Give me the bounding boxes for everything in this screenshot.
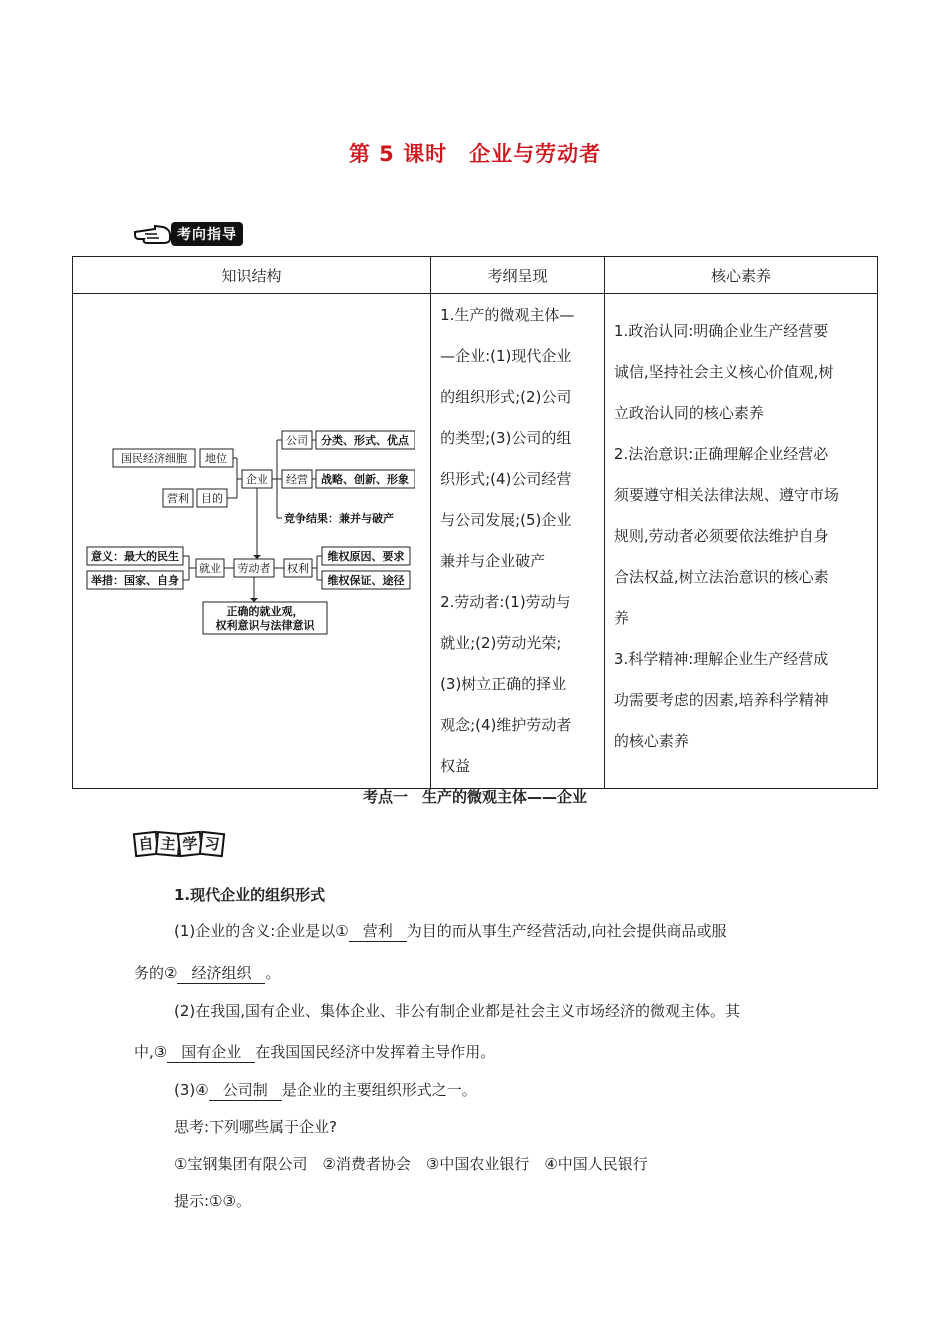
diagram-jingying: 经营 xyxy=(286,473,308,486)
header-structure: 知识结构 xyxy=(73,257,431,294)
diagram-diwei: 地位 xyxy=(205,452,227,465)
diagram-jingying-detail: 战略、创新、形象 xyxy=(321,473,409,486)
diagram-quanli: 权利 xyxy=(287,562,309,575)
syllabus-line: 2.劳动者:(1)劳动与 xyxy=(440,593,571,611)
literacy-line: 3.科学精神:理解企业生产经营成 xyxy=(613,650,829,668)
study-badge-char: 学 xyxy=(177,831,203,857)
section-number: 考点一 xyxy=(362,788,408,806)
diagram-weiquan2: 维权保证、途径 xyxy=(327,574,405,587)
diagram-weiquan1: 维权原因、要求 xyxy=(327,550,405,563)
table-header-row xyxy=(73,257,878,294)
literacy-line: 须要遵守相关法律法规、遵守市场 xyxy=(613,486,839,504)
syllabus-line: 与公司发展;(5)企业 xyxy=(440,511,572,529)
study-badge-char: 主 xyxy=(155,831,181,857)
syllabus-line: 兼并与企业破产 xyxy=(440,552,546,570)
paragraph-1-line-1 xyxy=(174,920,727,942)
text-run: 务的② xyxy=(134,964,178,982)
paragraph-3 xyxy=(174,1079,477,1101)
paragraph-1-line-2 xyxy=(134,962,280,984)
text-run: 在我国国民经济中发挥着主导作用。 xyxy=(255,1043,496,1061)
section-topic: 生产的微观主体——企业 xyxy=(422,788,588,806)
pointing-hand-icon xyxy=(133,223,173,245)
literacy-line: 功需要考虑的因素,培养科学精神 xyxy=(613,691,829,709)
literacy-line: 2.法治意识:正确理解企业经营必 xyxy=(613,445,829,463)
text-run: 是企业的主要组织形式之一。 xyxy=(281,1081,477,1099)
literacy-line: 1.政治认同:明确企业生产经营要 xyxy=(613,322,829,340)
literacy-line: 养 xyxy=(613,609,629,627)
header-syllabus: 考纲呈现 xyxy=(431,257,605,294)
answer-blank: 公司制 xyxy=(209,1079,282,1101)
diagram-zhengque2: 权利意识与法律意识 xyxy=(215,619,315,632)
literacy-text xyxy=(606,295,876,762)
diagram-mudi: 目的 xyxy=(201,492,223,505)
answer-blank: 国有企业 xyxy=(167,1041,255,1063)
syllabus-line: 观念;(4)维护劳动者 xyxy=(440,716,572,734)
diagram-yingli: 营利 xyxy=(167,492,189,505)
paragraph-2-line-1: (2)在我国,国有企业、集体企业、非公有制企业都是社会主义市场经济的微观主体。其 xyxy=(174,1002,741,1020)
guide-table xyxy=(72,256,878,789)
syllabus-line: 的类型;(3)公司的组 xyxy=(440,429,572,447)
page-title xyxy=(0,138,950,168)
text-run: 。 xyxy=(265,964,281,982)
study-badge-char: 自 xyxy=(133,831,159,857)
options-line: ①宝钢集团有限公司 ②消费者协会 ③中国农业银行 ④中国人民银行 xyxy=(174,1155,648,1173)
arrow-down-icon xyxy=(253,555,261,559)
text-run: 为目的而从事生产经营活动,向社会提供商品或服 xyxy=(406,922,727,940)
literacy-line: 立政治认同的核心素养 xyxy=(613,404,764,422)
syllabus-text xyxy=(432,295,603,787)
diagram-gongsi-detail: 分类、形式、优点 xyxy=(321,434,409,447)
syllabus-line: —企业:(1)现代企业 xyxy=(440,347,572,365)
guide-badge-label: 考向指导 xyxy=(171,222,243,246)
literacy-line: 诚信,坚持社会主义核心价值观,树 xyxy=(613,363,834,381)
guide-badge xyxy=(133,222,243,246)
knowledge-structure-diagram xyxy=(85,416,415,636)
knowledge-structure-cell xyxy=(73,294,431,789)
content-heading: 1.现代企业的组织形式 xyxy=(174,886,326,904)
literacy-line: 的核心素养 xyxy=(613,732,689,750)
literacy-line: 合法权益,树立法治意识的核心素 xyxy=(613,568,829,586)
hint-line: 提示:①③。 xyxy=(174,1192,251,1210)
self-study-badge xyxy=(134,832,222,856)
diagram-yiyi: 意义：最大的民生 xyxy=(91,550,179,563)
study-badge-char: 习 xyxy=(199,831,225,857)
syllabus-line: 织形式;(4)公司经营 xyxy=(440,470,572,488)
syllabus-line: 1.生产的微观主体— xyxy=(440,306,575,324)
table-body-row xyxy=(73,294,878,789)
diagram-gongsi: 公司 xyxy=(286,434,308,447)
syllabus-line: 的组织形式;(2)公司 xyxy=(440,388,572,406)
literacy-cell xyxy=(604,294,877,789)
paragraph-2-line-2 xyxy=(134,1041,495,1063)
diagram-jucuo: 举措：国家、自身 xyxy=(91,574,179,587)
diagram-jiuye: 就业 xyxy=(199,562,221,575)
diagram-guomin: 国民经济细胞 xyxy=(121,452,187,465)
text-run: (1)企业的含义:企业是以① xyxy=(174,922,349,940)
diagram-laodongzhe: 劳动者 xyxy=(237,562,271,575)
lesson-number: 第 5 课时 xyxy=(348,142,448,166)
answer-blank: 营利 xyxy=(349,920,407,942)
header-literacy: 核心素养 xyxy=(604,257,877,294)
syllabus-cell xyxy=(431,294,605,789)
think-question: 思考:下列哪些属于企业? xyxy=(174,1118,338,1136)
lesson-topic: 企业与劳动者 xyxy=(469,142,602,166)
diagram-qiye: 企业 xyxy=(246,473,268,486)
syllabus-line: 权益 xyxy=(440,757,471,775)
syllabus-line: (3)树立正确的择业 xyxy=(440,675,567,693)
text-run: 中,③ xyxy=(134,1043,168,1061)
section-title xyxy=(0,786,950,807)
diagram-zhengque1: 正确的就业观， xyxy=(226,605,304,618)
text-run: (3)④ xyxy=(174,1081,209,1099)
arrow-down-icon xyxy=(250,598,258,602)
syllabus-line: 就业;(2)劳动光荣; xyxy=(440,634,562,652)
answer-blank: 经济组织 xyxy=(177,962,265,984)
literacy-line: 规则,劳动者必须要依法维护自身 xyxy=(613,527,829,545)
diagram-jingzheng: 竞争结果：兼并与破产 xyxy=(284,512,394,525)
